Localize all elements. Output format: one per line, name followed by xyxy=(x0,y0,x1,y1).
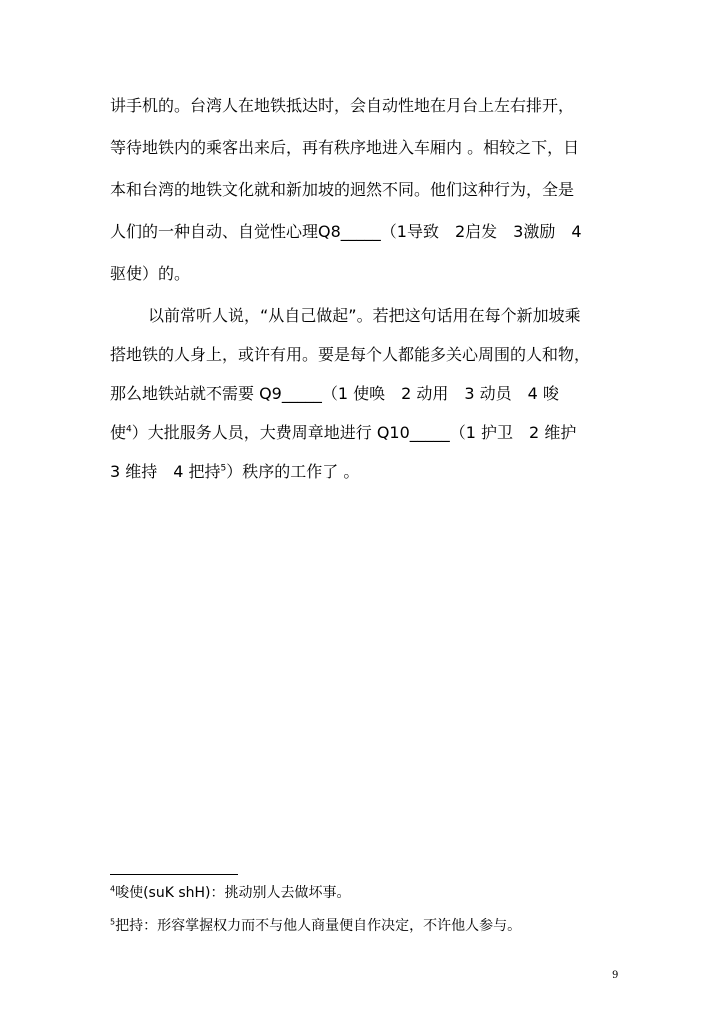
footnote-4 xyxy=(110,884,351,902)
paragraph-2-line: 搭地铁的人身上，或许有用。要是每个人都能多关心周围的人和物， xyxy=(110,345,591,364)
paragraph-1-line: 本和台湾的地铁文化就和新加坡的迥然不同。他们这种行为，全是 xyxy=(110,180,575,199)
footnote-5 xyxy=(110,917,521,935)
paragraph-1-line: 驱使）的。 xyxy=(110,264,191,283)
line-text: 3 维持 4 把持 xyxy=(110,462,221,481)
word-shishi: 使 xyxy=(110,423,127,442)
paragraph-1-line: 等待地铁内的乘客出来后，再有秩序地进入车厢内 。相较之下，日 xyxy=(110,138,580,157)
paragraph-1-line: 讲手机的。台湾人在地铁抵达时，会自动性地在月台上左右排开， xyxy=(110,96,575,115)
footnote-marker: 4 xyxy=(110,884,116,894)
footnote-ref-5[interactable]: 5 xyxy=(220,463,227,474)
paragraph-2-line xyxy=(110,462,359,482)
paragraph-2-line xyxy=(110,423,576,443)
line-text: ）大批服务人员，大费周章地进行 Q10_____（1 护卫 2 维护 xyxy=(131,423,577,442)
page-number: 9 xyxy=(612,970,619,981)
footnote-text: 唆使(suK shH)：挑动别人去做坏事。 xyxy=(115,885,351,901)
line-text: ）秩序的工作了 。 xyxy=(226,462,360,481)
paragraph-2-line: 那么地铁站就不需要 Q9_____（1 使唤 2 动用 3 动员 4 唆 xyxy=(110,384,559,403)
footnote-ref-4[interactable]: 4 xyxy=(126,424,132,435)
footnote-separator xyxy=(110,874,238,875)
footnote-marker: 5 xyxy=(110,917,116,927)
footnote-text: 把持：形容掌握权力而不与他人商量便自作决定，不许他人参与。 xyxy=(115,918,522,934)
paragraph-1-line: 人们的一种自动、自觉性心理Q8_____（1导致 2启发 3激励 4 xyxy=(110,222,582,241)
paragraph-2-line: 以前常听人说，“从自己做起”。若把这句话用在每个新加坡乘 xyxy=(148,306,581,325)
